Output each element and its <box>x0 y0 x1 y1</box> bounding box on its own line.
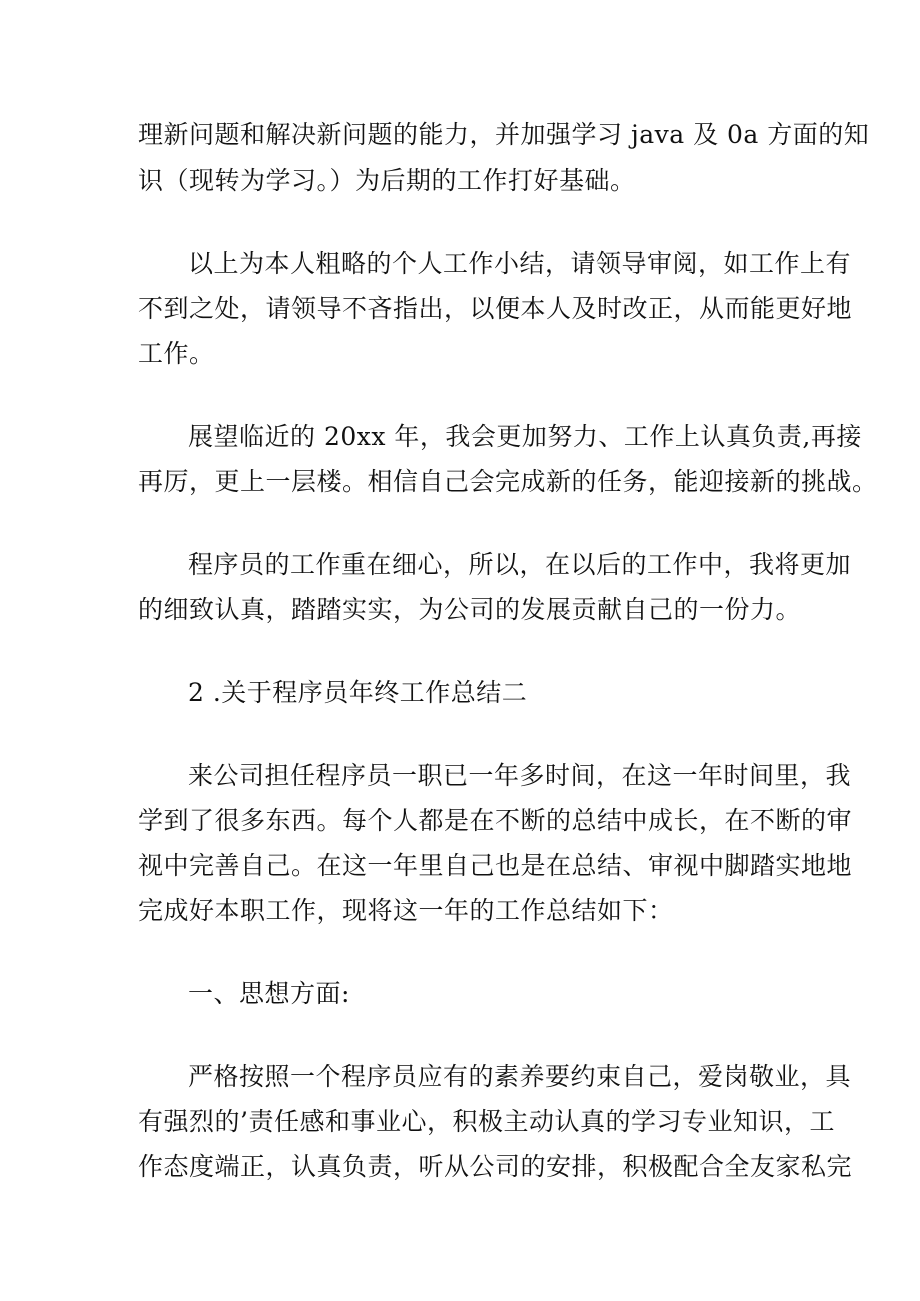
paragraph-line: 严格按照一个程序员应有的素养要约束自己，爱岗敬业，具 <box>188 1062 852 1091</box>
paragraph-line: 识（现转为学习。）为后期的工作打好基础。 <box>138 166 636 195</box>
paragraph-line: 的细致认真，踏踏实实，为公司的发展贡献自己的一份力。 <box>138 595 802 624</box>
paragraph-line: 工作。 <box>138 339 215 368</box>
paragraph-line: 不到之处，请领导不吝指出，以便本人及时改正，从而能更好地 <box>138 294 853 323</box>
paragraph-line: 理新问题和解决新问题的能力，并加强学习 java 及 0a 方面的知 <box>138 120 870 149</box>
paragraph-line: 学到了很多东西。每个人都是在不断的总结中成长，在不断的审 <box>138 806 853 835</box>
paragraph-line: 完成好本职工作，现将这一年的工作总结如下： <box>138 896 674 925</box>
paragraph-line: 来公司担任程序员一职已一年多时间，在这一年时间里，我 <box>188 761 852 790</box>
subsection-heading: 一、思想方面: <box>188 979 350 1008</box>
paragraph-line: 再厉，更上一层楼。相信自己会完成新的任务，能迎接新的挑战。 <box>138 467 878 496</box>
paragraph-line: 作态度端正，认真负责，听从公司的安排，积极配合全友家私完 <box>138 1152 853 1181</box>
section-heading: 2 .关于程序员年终工作总结二 <box>188 678 528 707</box>
paragraph-line: 展望临近的 20xx 年，我会更加努力、工作上认真负责,再接 <box>188 422 862 451</box>
paragraph-line: 以上为本人粗略的个人工作小结，请领导审阅，如工作上有 <box>188 249 852 278</box>
paragraph-line: 程序员的工作重在细心，所以，在以后的工作中，我将更加 <box>188 550 852 579</box>
paragraph-line: 有强烈的’责任感和事业心，积极主动认真的学习专业知识，工 <box>138 1107 835 1136</box>
paragraph-line: 视中完善自己。在这一年里自己也是在总结、审视中脚踏实地地 <box>138 851 853 880</box>
